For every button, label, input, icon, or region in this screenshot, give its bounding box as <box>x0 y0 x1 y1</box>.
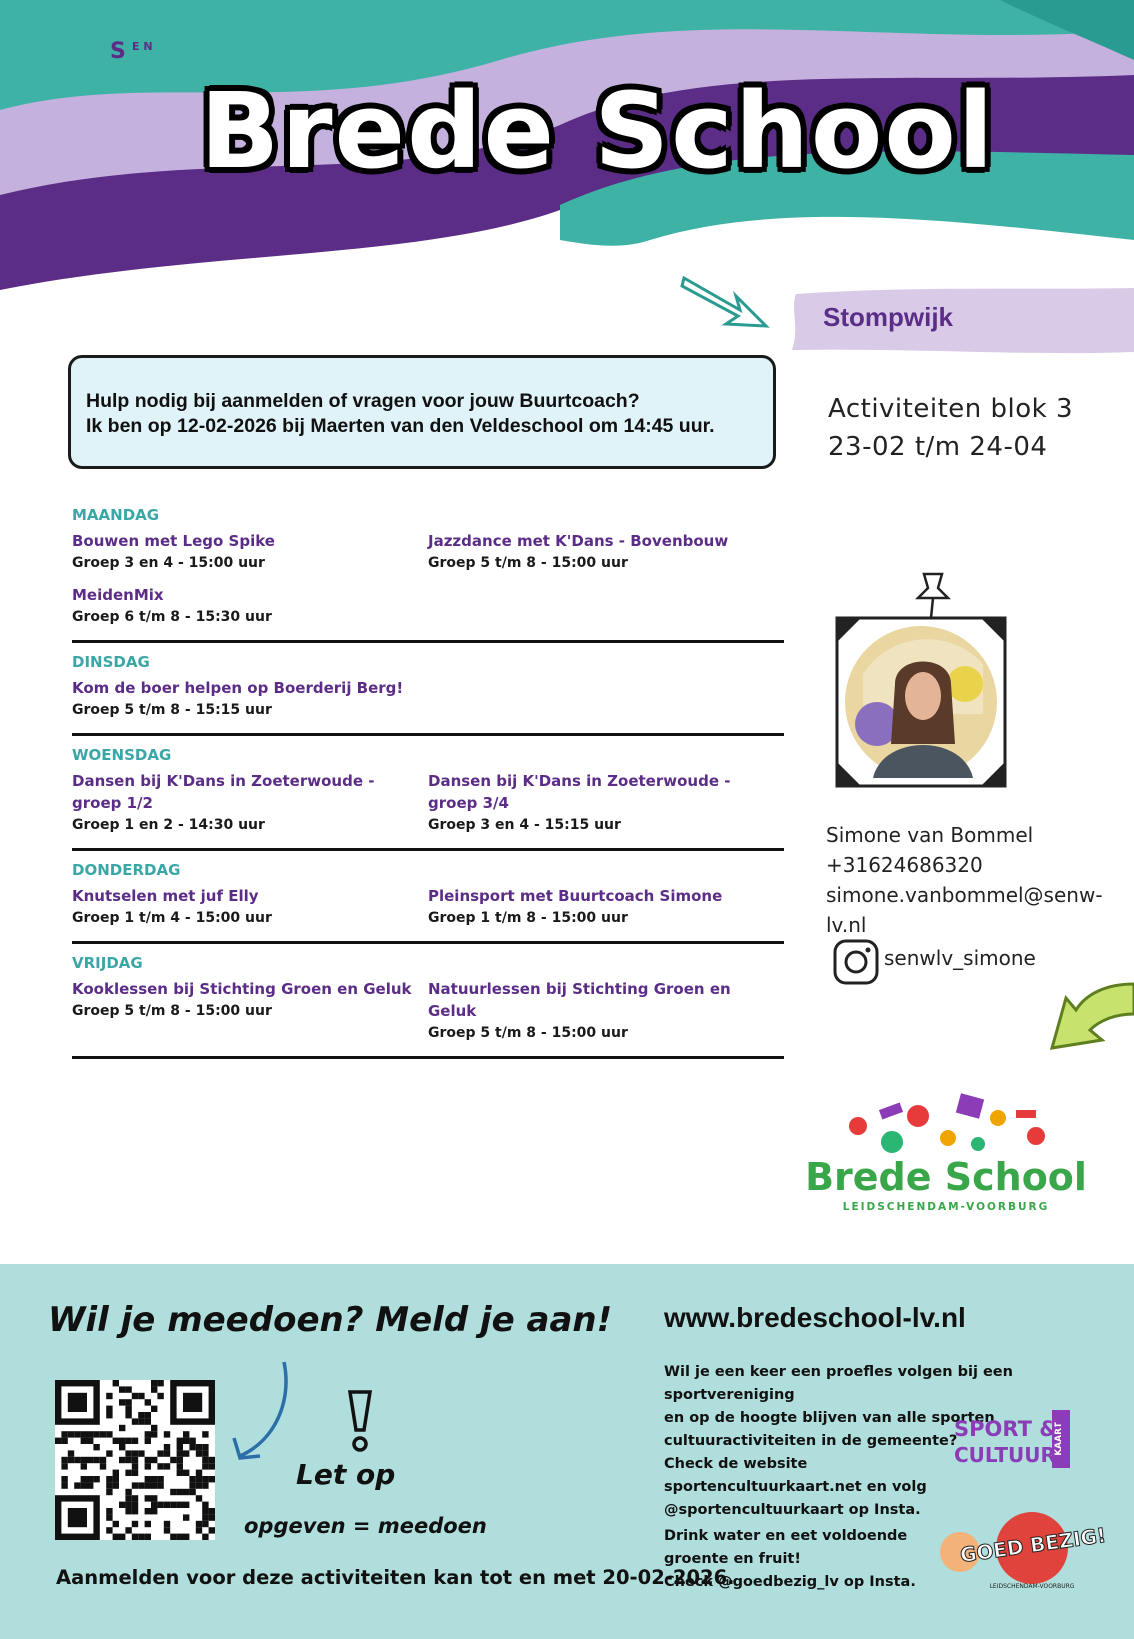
activity-time: Groep 3 en 4 - 15:00 uur <box>72 555 265 571</box>
activity-name: Dansen bij K'Dans in Zoeterwoude - groep 3/4 <box>428 772 731 812</box>
info-line: Check de website <box>664 1456 808 1472</box>
let-op-label: Let op <box>296 1458 396 1491</box>
activity-item <box>428 978 784 1044</box>
sport-cultuur-line-1: SPORT & <box>954 1417 1058 1441</box>
website-link[interactable]: www.bredeschool-lv.nl <box>664 1302 966 1333</box>
activity-item <box>428 885 784 929</box>
activity-list <box>72 530 784 628</box>
activity-name: Dansen bij K'Dans in Zoeterwoude - groep 1/2 <box>72 772 375 812</box>
contact-phone[interactable]: +31624686320 <box>826 853 983 877</box>
qr-code[interactable] <box>55 1380 215 1540</box>
sport-cultuur-kaart-logo <box>948 1408 1076 1472</box>
day-section <box>72 746 784 851</box>
info-line: sportencultuurkaart.net en volg <box>664 1479 927 1495</box>
activity-name: Bouwen met Lego Spike <box>72 532 275 550</box>
day-name: MAANDAG <box>72 506 160 524</box>
location-name: Stompwijk <box>823 302 954 332</box>
senw-logo <box>108 36 162 86</box>
help-line-1: Hulp nodig bij aanmelden of vragen voor jouw Buurtcoach? <box>86 390 640 412</box>
activity-list <box>72 885 784 929</box>
brede-school-logo-subtitle: LEIDSCHENDAM-VOORBURG <box>842 1201 1050 1213</box>
coach-photo <box>833 614 1009 790</box>
help-text <box>86 389 715 439</box>
contact-details <box>826 820 1134 940</box>
day-section <box>72 506 784 643</box>
activity-list <box>72 677 784 721</box>
activity-schedule <box>72 506 784 1069</box>
goed-bezig-logo <box>936 1508 1108 1594</box>
svg-text:E N: E N <box>132 40 153 53</box>
goed-bezig-text: GOED BEZIG! <box>958 1522 1108 1568</box>
page-title: Brede School <box>200 70 996 192</box>
help-line-2: Ik ben op 12-02-2026 bij Maerten van den Veldeschool om 14:45 uur. <box>86 415 715 437</box>
activity-name: Kom de boer helpen op Boerderij Berg! <box>72 679 404 697</box>
activity-name: Jazzdance met K'Dans - Bovenbouw <box>428 532 729 550</box>
activity-time: Groep 1 t/m 8 - 15:00 uur <box>428 910 628 926</box>
activity-time: Groep 5 t/m 8 - 15:00 uur <box>428 555 628 571</box>
day-section <box>72 861 784 944</box>
brede-school-logo-title: Brede School <box>805 1155 1087 1199</box>
activity-time: Groep 3 en 4 - 15:15 uur <box>428 817 621 833</box>
brede-school-logo <box>805 1086 1087 1216</box>
activity-item <box>72 677 428 721</box>
activity-item <box>72 530 428 574</box>
activity-item <box>72 885 428 929</box>
day-name: DINSDAG <box>72 653 150 671</box>
instagram-icon <box>832 938 880 986</box>
activity-item <box>428 770 784 836</box>
green-arrow-icon <box>1046 944 1134 1052</box>
activity-name: MeidenMix <box>72 586 164 604</box>
day-name: WOENSDAG <box>72 746 172 764</box>
info-line: Wil je een keer een proefles volgen bij een sportvereniging <box>664 1364 1013 1403</box>
day-section <box>72 954 784 1059</box>
info-line: groente en fruit! <box>664 1551 801 1567</box>
activity-name: Knutselen met juf Elly <box>72 887 259 905</box>
blue-arrow-icon <box>232 1360 292 1464</box>
activity-item <box>72 584 428 628</box>
info-line: Drink water en eet voldoende <box>664 1528 908 1544</box>
instagram-handle[interactable]: senwlv_simone <box>884 946 1036 970</box>
blok-dates: 23-02 t/m 24-04 <box>828 432 1048 462</box>
blok-title: Activiteiten blok 3 <box>828 394 1073 424</box>
day-name: VRIJDAG <box>72 954 143 972</box>
activity-item <box>428 530 784 574</box>
contact-name: Simone van Bommel <box>826 823 1034 847</box>
svg-text:W: W <box>120 58 147 86</box>
activity-item <box>72 770 428 836</box>
info-line: Check @goedbezig_lv op Insta. <box>664 1574 916 1590</box>
blok-info <box>828 390 1073 466</box>
activity-time: Groep 1 en 2 - 14:30 uur <box>72 817 265 833</box>
info-line: en op de hoogte blijven van alle sporten <box>664 1410 995 1426</box>
opgeven-label: opgeven = meedoen <box>244 1514 487 1538</box>
activity-name: Pleinsport met Buurtcoach Simone <box>428 887 723 905</box>
decorative-arrow-icon <box>680 268 772 334</box>
activity-time: Groep 5 t/m 8 - 15:00 uur <box>428 1025 628 1041</box>
sport-cultuur-line-2: CULTUUR <box>954 1443 1056 1467</box>
sport-cultuur-side: KAART <box>1054 1422 1064 1456</box>
activity-time: Groep 1 t/m 4 - 15:00 uur <box>72 910 272 926</box>
contact-email[interactable]: simone.vanbommel@senw-lv.nl <box>826 883 1103 937</box>
svg-text:S: S <box>110 39 126 64</box>
activity-name: Natuurlessen bij Stichting Groen en Geluk <box>428 980 731 1020</box>
info-line: @sportencultuurkaart op Insta. <box>664 1502 921 1518</box>
activity-list <box>72 978 784 1044</box>
exclamation-icon <box>344 1388 376 1454</box>
activity-item <box>72 978 428 1044</box>
info-line: cultuuractiviteiten in de gemeente? <box>664 1433 958 1449</box>
activity-time: Groep 5 t/m 8 - 15:15 uur <box>72 702 272 718</box>
goed-bezig-sub: LEIDSCHENDAM-VOORBURG <box>989 1583 1075 1590</box>
activity-name: Kooklessen bij Stichting Groen en Geluk <box>72 980 412 998</box>
push-pin-icon <box>912 568 954 620</box>
signup-title: Wil je meedoen? Meld je aan! <box>48 1300 613 1340</box>
activity-time: Groep 5 t/m 8 - 15:00 uur <box>72 1003 272 1019</box>
day-name: DONDERDAG <box>72 861 181 879</box>
activity-time: Groep 6 t/m 8 - 15:30 uur <box>72 609 272 625</box>
signup-deadline: Aanmelden voor deze activiteiten kan tot en met 20-02-2026. <box>56 1566 735 1589</box>
day-section <box>72 653 784 736</box>
activity-list <box>72 770 784 836</box>
